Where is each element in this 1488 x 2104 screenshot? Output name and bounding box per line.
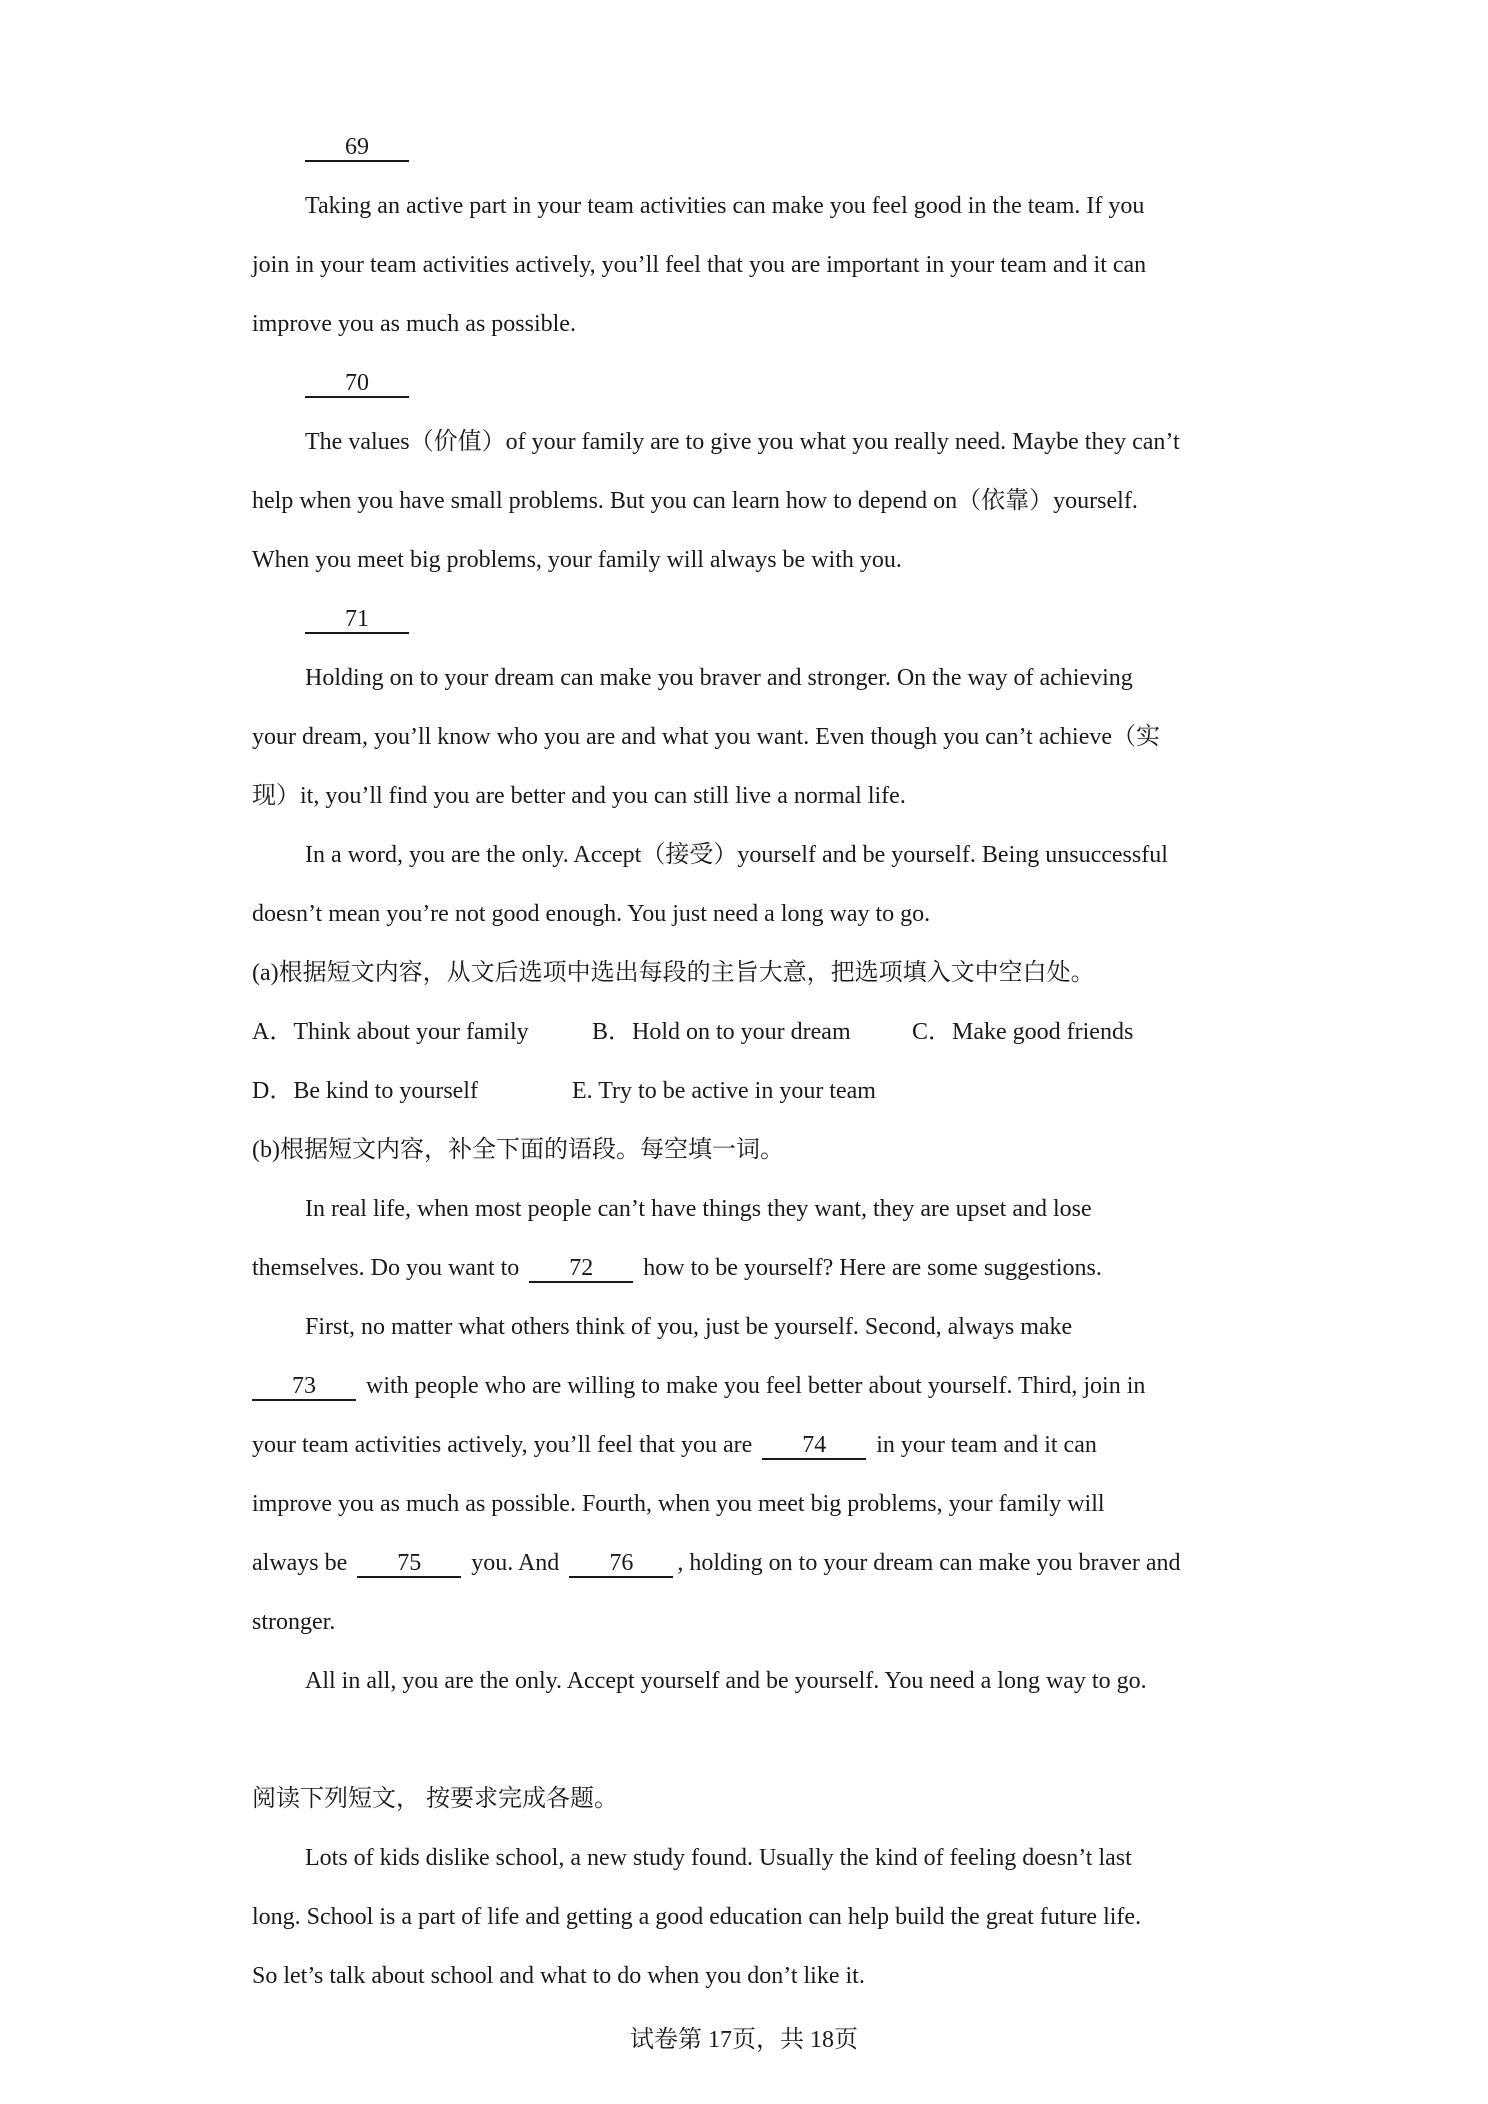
summary-line-1: In real life, when most people can’t have things they want, they are upset and lose (305, 1196, 1092, 1222)
summary-text: in your team and it can (876, 1432, 1097, 1458)
section-gap (252, 1711, 1252, 1770)
part-a-instruction: (a)根据短文内容，从文后选项中选出每段的主旨大意，把选项填入文中空白处。 (252, 960, 1095, 986)
option-c: C．Make good friends (912, 1019, 1134, 1045)
section-2-line-3: So let’s talk about school and what to do when you don’t like it. (252, 1963, 865, 1989)
conclusion-line-1: In a word, you are the only. Accept（接受）yourself and be yourself. Being unsuccessful (305, 842, 1168, 868)
section-2-line-2: long. School is a part of life and getting a good education can help build the great future life. (252, 1904, 1142, 1930)
summary-line-3: First, no matter what others think of you, just be yourself. Second, always make (305, 1314, 1073, 1340)
blank-71[interactable]: 71 (305, 606, 409, 634)
paragraph-70-line-1: The values（价值）of your family are to give you what you really need. Maybe they can’t (305, 429, 1180, 455)
option-a: A．Think about your family (252, 1019, 529, 1045)
blank-75[interactable]: 75 (357, 1550, 461, 1578)
options-row-2 (252, 1062, 1252, 1121)
summary-line-4 (252, 1357, 1252, 1416)
summary-line-7 (252, 1534, 1252, 1593)
heading-71 (252, 590, 1252, 649)
paragraph-71-line-1: Holding on to your dream can make you braver and stronger. On the way of achieving (305, 665, 1133, 691)
summary-text: , holding on to your dream can make you braver and (677, 1550, 1181, 1576)
summary-text: you. And (471, 1550, 560, 1576)
blank-72[interactable]: 72 (529, 1255, 633, 1283)
blank-76[interactable]: 76 (569, 1550, 673, 1578)
blank-73[interactable]: 73 (252, 1373, 356, 1401)
summary-line-5 (252, 1416, 1252, 1475)
section-2-instruction: 阅读下列短文， 按要求完成各题。 (252, 1786, 618, 1812)
blank-69[interactable]: 69 (305, 134, 409, 162)
summary-line-8: stronger. (252, 1609, 336, 1635)
section-2-line-1: Lots of kids dislike school, a new study found. Usually the kind of feeling doesn’t last (305, 1845, 1132, 1871)
paragraph-71-line-2: your dream, you’ll know who you are and what you want. Even though you can’t achieve（实 (252, 724, 1160, 750)
part-b-instruction: (b)根据短文内容，补全下面的语段。每空填一词。 (252, 1137, 784, 1163)
paragraph-70-line-2: help when you have small problems. But you can learn how to depend on（依靠）yourself. (252, 488, 1138, 514)
page-footer: 试卷第 17页，共 18页 (630, 2027, 858, 2053)
summary-line-9: All in all, you are the only. Accept yourself and be yourself. You need a long way to go. (305, 1668, 1147, 1694)
blank-74[interactable]: 74 (762, 1432, 866, 1460)
summary-text: themselves. Do you want to (252, 1255, 520, 1281)
blank-70[interactable]: 70 (305, 370, 409, 398)
paragraph-69-line-2: join in your team activities actively, you’ll feel that you are important in your team and it can (252, 252, 1147, 278)
summary-line-2 (252, 1239, 1252, 1298)
summary-text: how to be yourself? Here are some suggestions. (643, 1255, 1102, 1281)
conclusion-line-2: doesn’t mean you’re not good enough. You just need a long way to go. (252, 901, 931, 927)
summary-text: your team activities actively, you’ll feel that you are (252, 1432, 753, 1458)
summary-line-6: improve you as much as possible. Fourth, when you meet big problems, your family will (252, 1491, 1105, 1517)
heading-70 (252, 354, 1252, 413)
summary-text: always be (252, 1550, 348, 1576)
exam-page (252, 118, 1252, 2006)
option-b: B．Hold on to your dream (592, 1019, 851, 1045)
paragraph-71-line-3: 现）it, you’ll find you are better and you can still live a normal life. (252, 783, 906, 809)
options-row-1 (252, 1003, 1252, 1062)
option-e: E. Try to be active in your team (572, 1078, 876, 1104)
paragraph-69-line-1: Taking an active part in your team activities can make you feel good in the team. If you (305, 193, 1145, 219)
paragraph-70-line-3: When you meet big problems, your family will always be with you. (252, 547, 902, 573)
heading-69 (252, 118, 1252, 177)
option-d: D．Be kind to yourself (252, 1078, 478, 1104)
paragraph-69-line-3: improve you as much as possible. (252, 311, 576, 337)
summary-text: with people who are willing to make you feel better about yourself. Third, join in (366, 1373, 1146, 1399)
